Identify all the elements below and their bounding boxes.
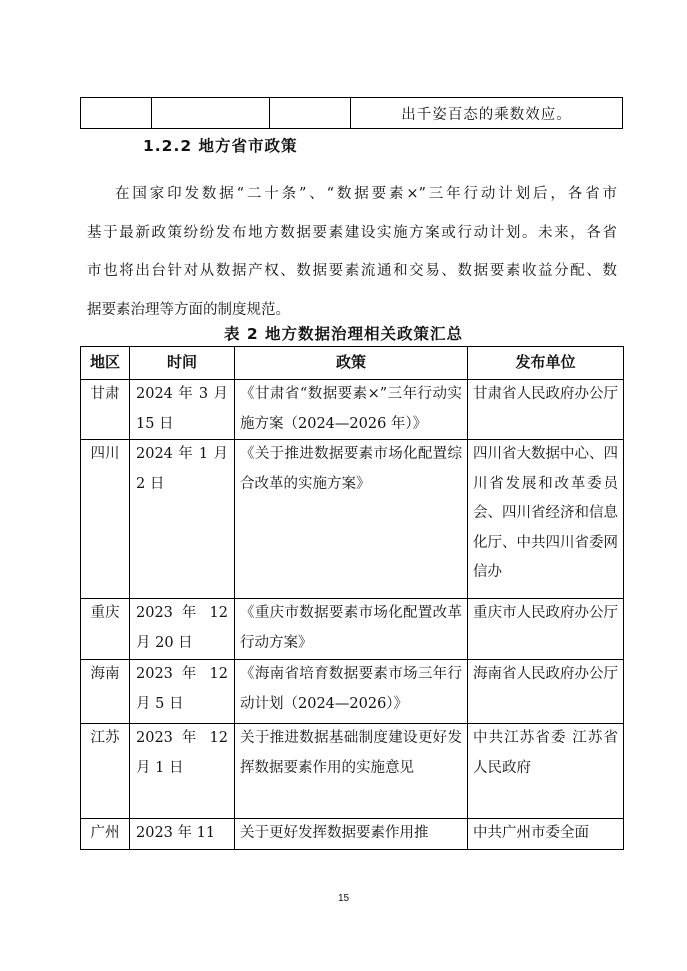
issuer-cell: 中共江苏省委 江苏省人民政府: [468, 724, 624, 819]
table-row: [81, 599, 624, 660]
issuer-cell: 四川省大数据中心、四川省发展和改革委员会、四川省经济和信息化厅、中共四川省委网信办: [468, 440, 624, 599]
table-row: [81, 819, 624, 850]
date-cell: 2024 年 1 月 2 日: [130, 440, 235, 599]
policy-cell: 关于更好发挥数据要素作用推: [235, 819, 468, 850]
table-cell: [81, 98, 152, 129]
continued-table-fragment: [80, 97, 623, 129]
issuer-cell: 重庆市人民政府办公厅: [468, 599, 624, 660]
table-header-row: [81, 347, 624, 380]
date-cell: 2023 年 12 月 20 日: [130, 599, 235, 660]
date-cell: 2023 年 12 月 5 日: [130, 660, 235, 724]
date-cell: 2023 年 11: [130, 819, 235, 850]
table-caption: 表 2 地方数据治理相关政策汇总: [223, 325, 464, 343]
table-cell: [152, 98, 270, 129]
policy-cell: 《海南省培育数据要素市场三年行动计划（2024—2026）》: [235, 660, 468, 724]
table-row: [81, 660, 624, 724]
table-row: [81, 98, 623, 129]
page-number: 15: [337, 893, 350, 904]
issuer-cell: 中共广州市委全面: [468, 819, 624, 850]
policy-cell: 《关于推进数据要素市场化配置综合改革的实施方案》: [235, 440, 468, 599]
section-heading: 1.2.2 地方省市政策: [143, 137, 298, 155]
table-row: [81, 380, 624, 440]
policy-cell: 《重庆市数据要素市场化配置改革行动方案》: [235, 599, 468, 660]
column-header-issuer: 发布单位: [468, 347, 624, 380]
region-cell: 四川: [81, 440, 130, 599]
paragraph-line: 据要素治理等方面的制度规范。: [87, 301, 290, 318]
region-cell: 广州: [81, 819, 130, 850]
region-cell: 甘肃: [81, 380, 130, 440]
date-cell: 2024 年 3 月 15 日: [130, 380, 235, 440]
issuer-cell: 甘肃省人民政府办公厅: [468, 380, 624, 440]
table-row: [81, 440, 624, 599]
policy-cell: 关于推进数据基础制度建设更好发挥数据要素作用的实施意见: [235, 724, 468, 819]
date-cell: 2023 年 12 月 1 日: [130, 724, 235, 819]
body-paragraph: [87, 175, 617, 329]
column-header-date: 时间: [130, 347, 235, 380]
paragraph-line: 市也将出台针对从数据产权、数据要素流通和交易、数据要素收益分配、数: [87, 263, 617, 279]
policy-cell: 《甘肃省“数据要素×”三年行动实施方案（2024—2026 年）》: [235, 380, 468, 440]
region-cell: 海南: [81, 660, 130, 724]
policy-table: [80, 346, 624, 850]
table-cell: [270, 98, 351, 129]
table-cell: 出千姿百态的乘数效应。: [351, 98, 623, 129]
region-cell: 江苏: [81, 724, 130, 819]
column-header-policy: 政策: [235, 347, 468, 380]
paragraph-line: 基于最新政策纷纷发布地方数据要素建设实施方案或行动计划。未来，各省: [87, 224, 617, 241]
table-row: [81, 724, 624, 819]
paragraph-line: 在国家印发数据“二十条”、“数据要素×”三年行动计划后，各省市: [115, 186, 617, 202]
column-header-region: 地区: [81, 347, 130, 380]
region-cell: 重庆: [81, 599, 130, 660]
issuer-cell: 海南省人民政府办公厅: [468, 660, 624, 724]
